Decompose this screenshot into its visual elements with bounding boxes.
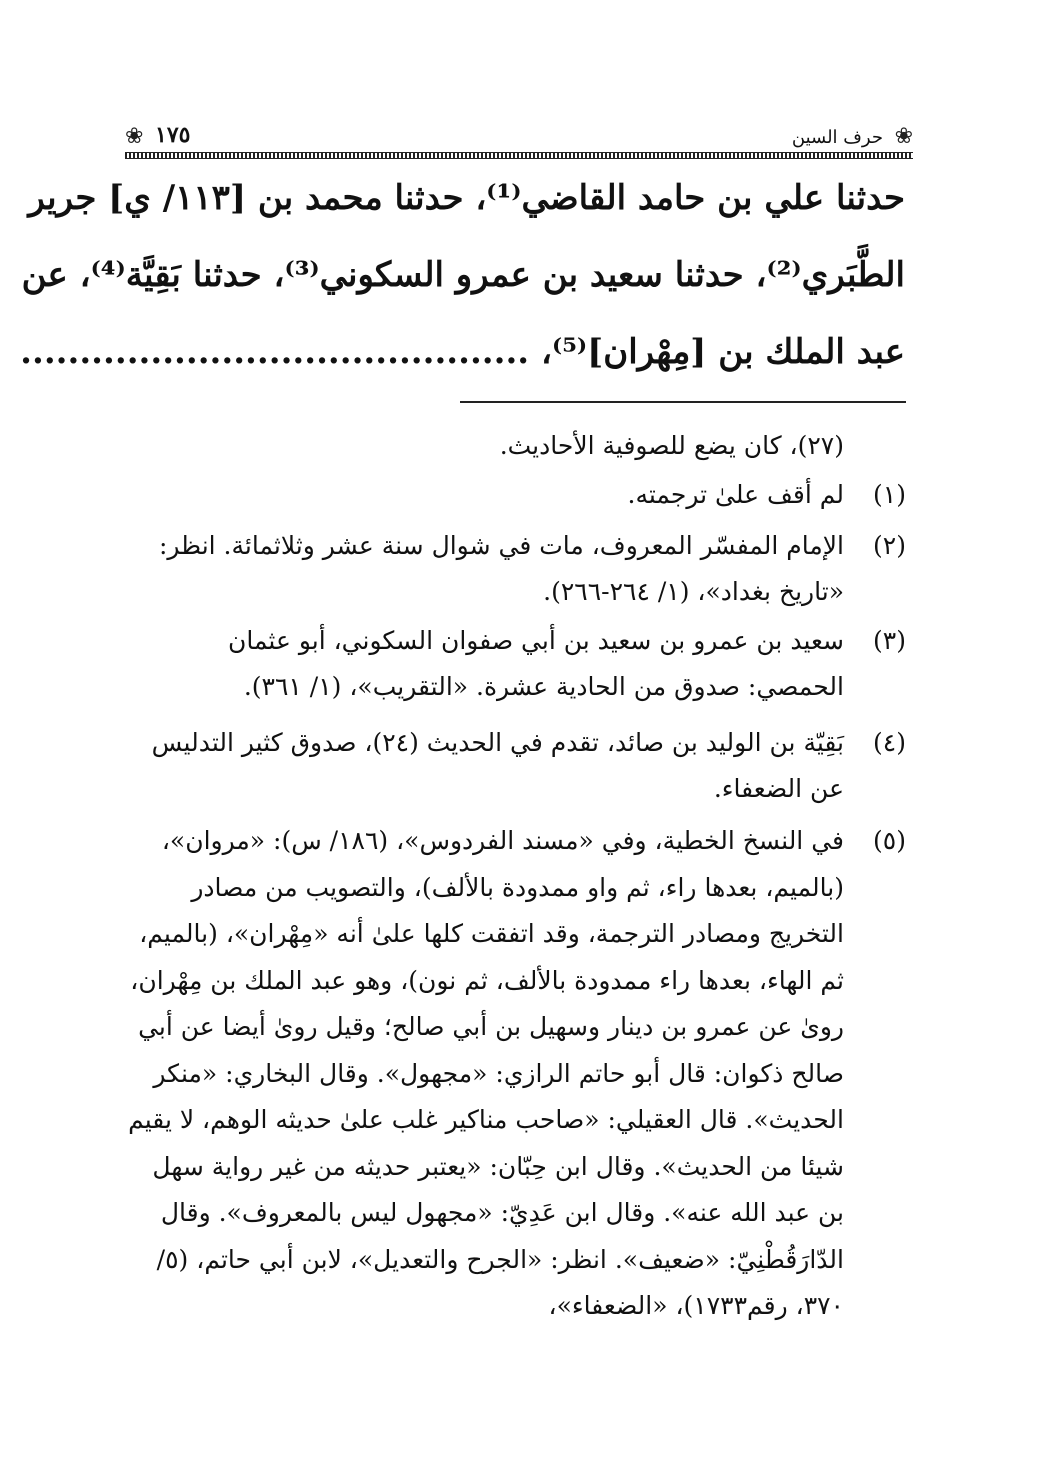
footnote-number: (٢) bbox=[873, 531, 906, 560]
section-title: حرف السين bbox=[791, 127, 883, 148]
footnote-1 bbox=[128, 472, 906, 518]
footnote-number: (١) bbox=[873, 480, 906, 509]
footnote-text: الإمام المفسّر المعروف، مات في شوال سنة عشر وثلاثمائة. انظر: «تاريخ بغداد»، (١/ ٢٦٤-٢٦٦). bbox=[158, 531, 844, 606]
header-divider bbox=[125, 152, 913, 159]
footnote-5 bbox=[128, 818, 906, 1330]
footnote-number: (٣) bbox=[873, 626, 906, 655]
ornament-right-icon: ❀ bbox=[894, 124, 913, 149]
running-header bbox=[125, 118, 913, 160]
main-text-line-2: الطَّبَري⁽²⁾، حدثنا سعيد بن عمرو السكوني⁽³⁾، حدثنا بَقِيَّة⁽⁴⁾، عن bbox=[21, 255, 905, 295]
footnote-number: (٤) bbox=[873, 728, 906, 757]
footnote-text: في النسخ الخطية، وفي «مسند الفردوس»، (١٨٦/ س): «مروان»، (بالميم، بعدها راء، ثم واو ممدودة بالألف)، والتصويب من مصادر التخريج ومصادر الترجمة، وقد اتفقت كلها علىٰ أنه «مِهْران»، (بالميم، ثم الهاء، بعدها راء ممدودة بالألف، ثم نون)، وهو عبد الملك بن مِهْران، روىٰ عن عمرو بن دينار وسهيل بن أبي صالح؛ وقيل روىٰ أيضا عن أبي صالح ذكوان: قال أبو حاتم الرازي: «مجهول». وقال البخاري: «منكر الحديث». قال العقيلي: «صاحب مناكير غلب علىٰ حديثه الوهم، لا يقيم شيئا من الحديث». وقال ابن حِبّان: «يعتبر حديثه من غير رواية سهل بن عبد الله عنه». وقال ابن عَدِيّ: «مجهول ليس بالمعروف». وقال الدّارَقُطْنِيّ: «ضعيف». انظر: «الجرح والتعديل»، لابن أبي حاتم، (٥/ ٣٧٠، رقم١٧٣٣)، «الضعفاء»، bbox=[128, 826, 844, 1320]
main-text-line-3-words: عبد الملك بن [مِهْران]⁽⁵⁾، bbox=[541, 332, 905, 372]
footnote-number: (٥) bbox=[873, 826, 906, 855]
footnote-text: سعيد بن عمرو بن سعيد بن أبي صفوان السكوني، أبو عثمان الحمصي: صدوق من الحادية عشرة. «التقريب»، (١/ ٣٦١). bbox=[227, 626, 844, 701]
main-text-line-3 bbox=[20, 332, 905, 372]
footnote-4 bbox=[128, 720, 906, 812]
footnote-text: (٢٧)، كان يضع للصوفية الأحاديث. bbox=[499, 431, 844, 460]
footnote-separator bbox=[460, 401, 906, 403]
footnote-text: لم أقف علىٰ ترجمته. bbox=[627, 480, 844, 509]
footnote-3 bbox=[128, 618, 906, 710]
footnote-text: بَقِيّة بن الوليد بن صائد، تقدم في الحديث (٢٤)، صدوق كثير التدليس عن الضعفاء. bbox=[151, 728, 844, 803]
ornament-left-icon: ❀ bbox=[125, 124, 144, 149]
footnote-2 bbox=[128, 523, 906, 615]
page-number: ١٧٥ bbox=[155, 122, 191, 148]
main-text-line-1: حدثنا علي بن حامد القاضي⁽¹⁾، حدثنا محمد بن [١١٣/ ي] جرير bbox=[28, 178, 905, 218]
main-text-line-3-dots: ........................................... bbox=[20, 332, 530, 372]
footnote-continuation bbox=[128, 423, 906, 469]
